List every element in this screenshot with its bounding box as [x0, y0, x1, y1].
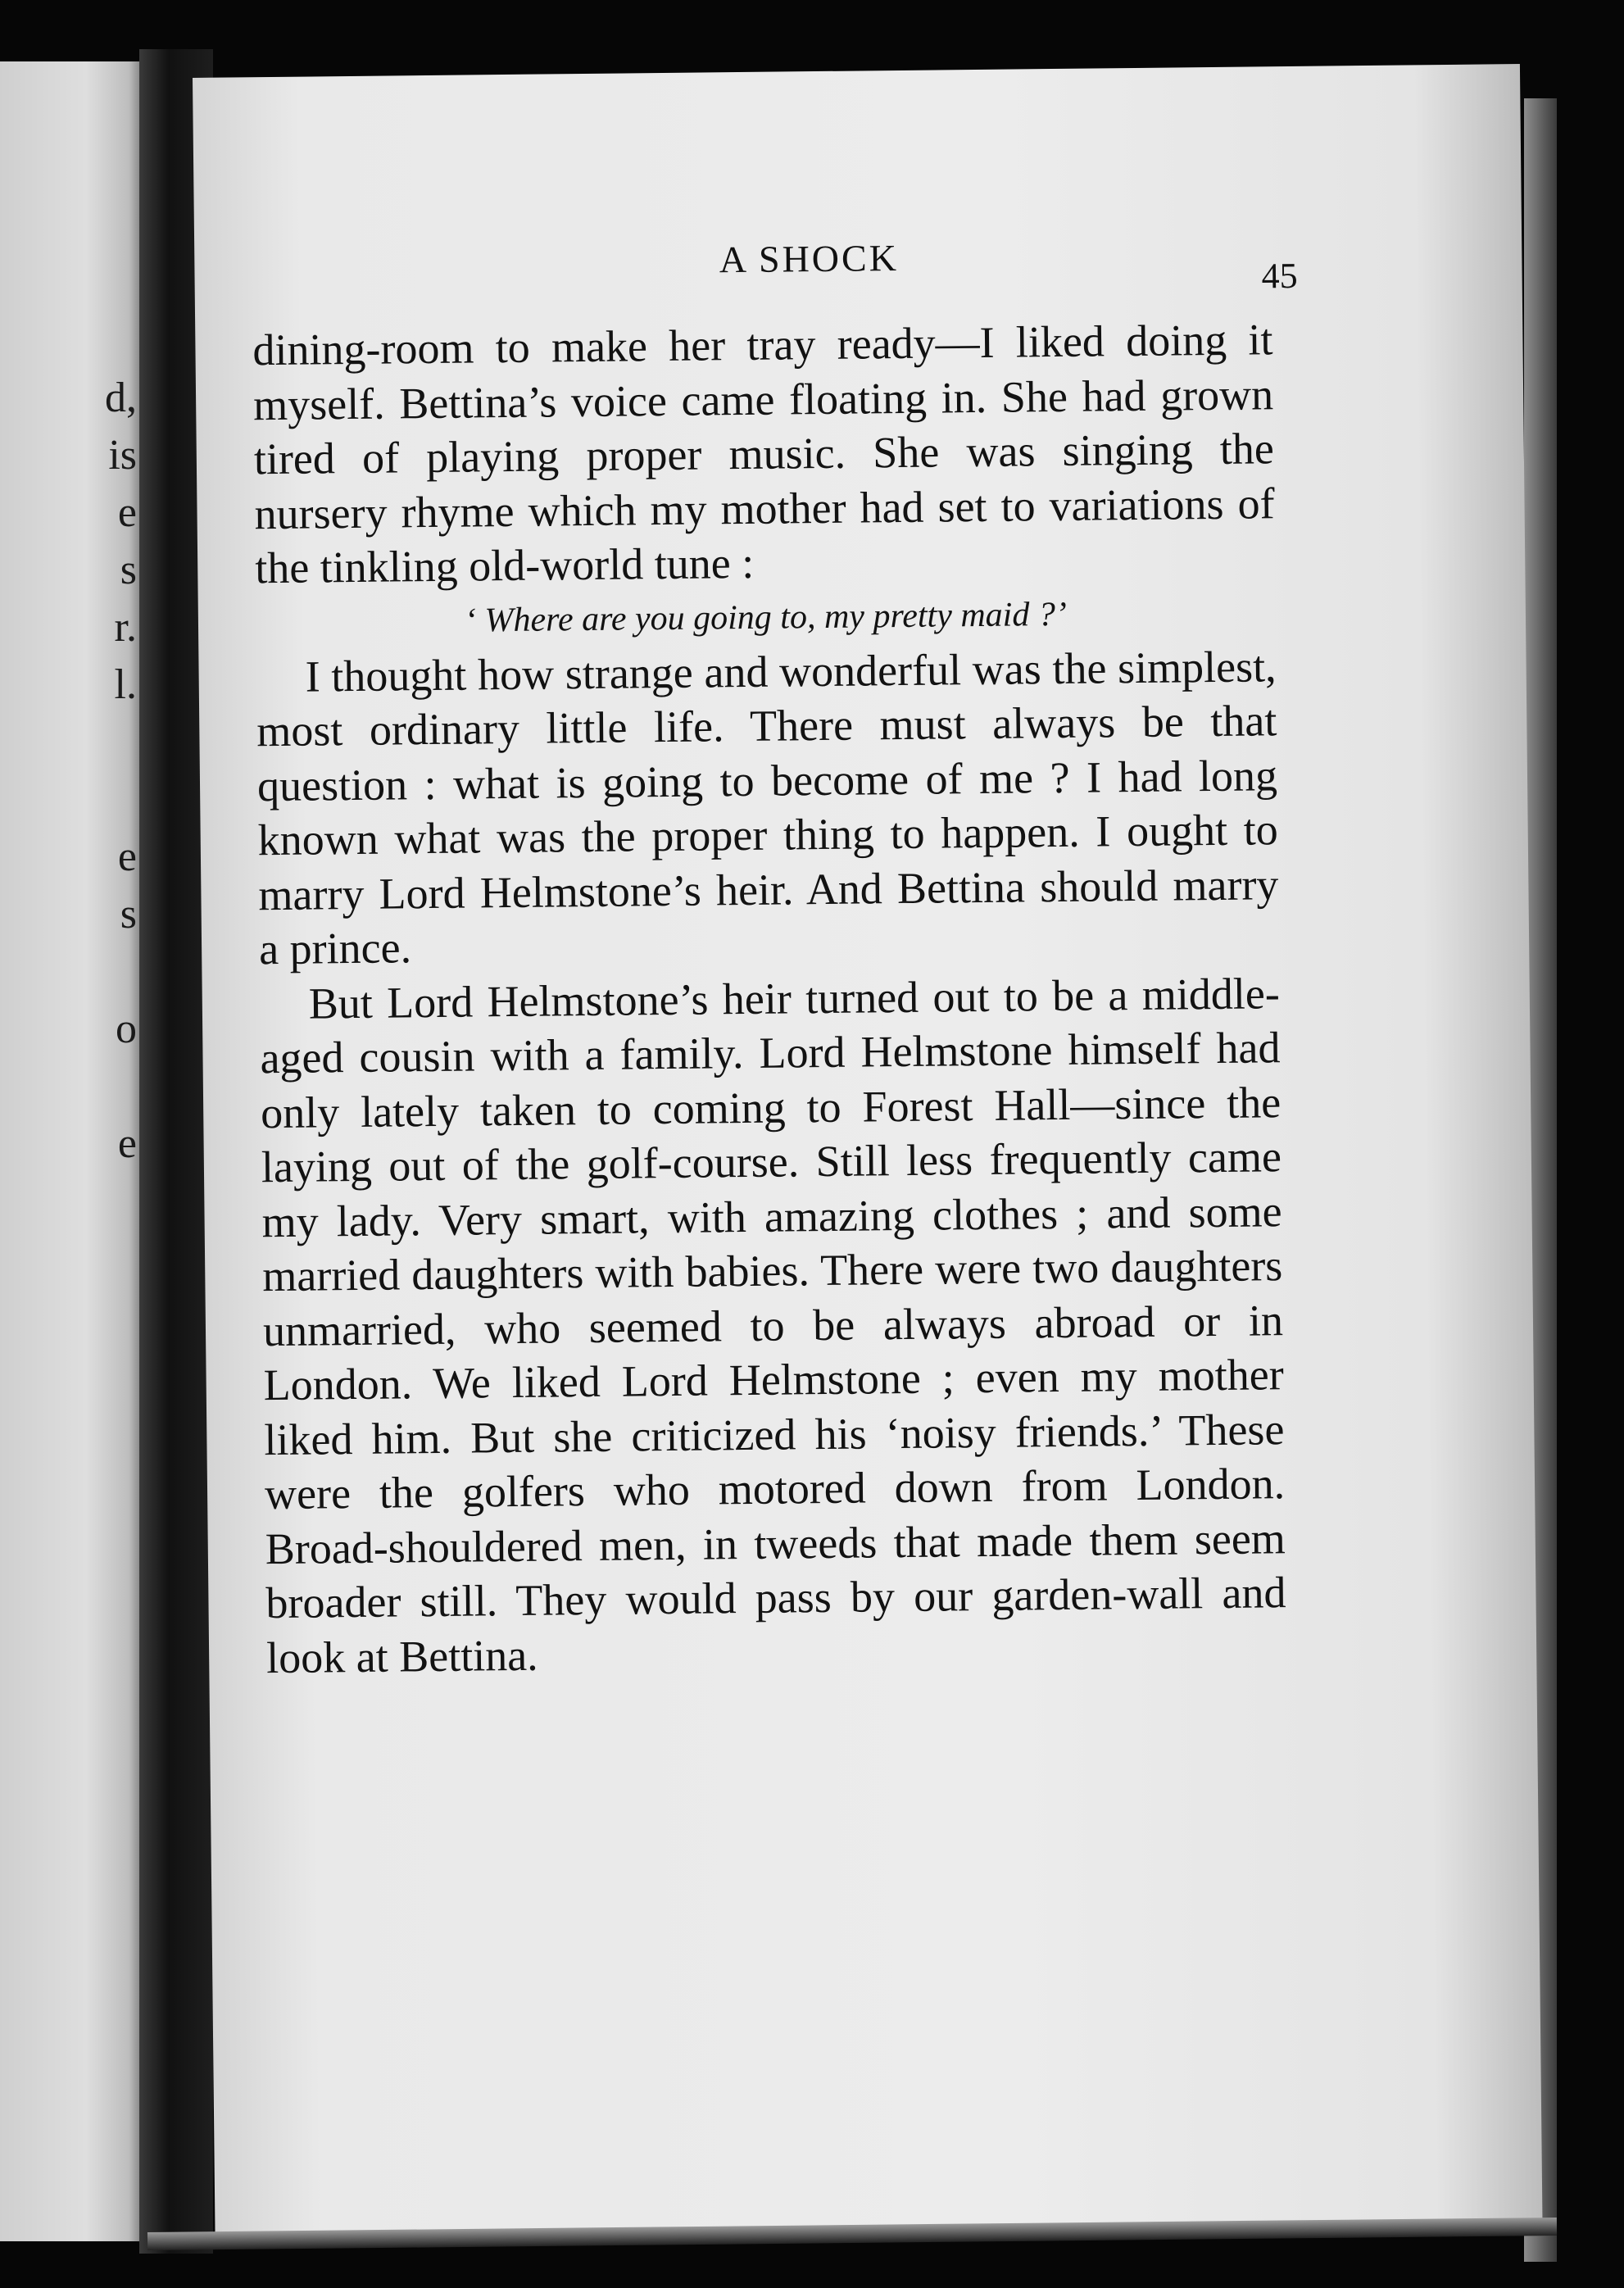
- fragment: e: [117, 833, 137, 880]
- running-head: [194, 229, 1522, 287]
- paragraph: I thought how strange and wonderful was the simplest, most ordinary little life. There must always be that question : what is going to become of me ? I had long known what was the proper thing to happen. I ought to marry Lord Helmstone’s heir. And Bettina should marry a prince.: [256, 641, 1279, 974]
- fragment: l.: [114, 661, 137, 708]
- fragment: o: [116, 1006, 137, 1052]
- fragment: is: [108, 432, 137, 479]
- previous-page-text-fragments: [71, 61, 137, 2241]
- chapter-title: A SHOCK: [719, 236, 900, 281]
- previous-page-edge: [0, 61, 143, 2241]
- fragment: e: [117, 489, 137, 536]
- fragment: d,: [105, 375, 137, 421]
- book-page: [193, 64, 1543, 2245]
- page-number: 45: [1261, 255, 1298, 297]
- paragraph: dining-room to make her tray ready—I liked doing it myself. Bettina’s voice came floating in. She had grown tired of playing proper music. She was singing the nursery rhyme which my mother had set to variations of the tinkling old-world tune :: [252, 315, 1275, 593]
- fragment: r.: [114, 604, 137, 651]
- verse-quote: ‘ Where are you going to, my pretty maid ?’: [464, 595, 1068, 640]
- paragraph: But Lord Helmstone’s heir turned out to be a middle-aged cousin with a family. Lord Helmstone himself had only lately taken to coming to Forest Hall—since the laying out of the golf-course. Still less frequently came my lady. Very smart, with amazing clothes ; and some married daughters with babies. There were two daughters unmarried, who seemed to be always abroad or in London. We liked Lord Helmstone ; even my mother liked him. But she criticized his ‘noisy friends.’ These were the golfers who motored down from London. Broad-shouldered men, in tweeds that made them seem broader still. They would pass by our garden-wall and look at Bettina.: [260, 968, 1286, 1682]
- fragment: e: [117, 1120, 137, 1167]
- fragment: s: [120, 891, 137, 937]
- fragment: s: [120, 547, 137, 593]
- body-text: [252, 312, 1286, 1685]
